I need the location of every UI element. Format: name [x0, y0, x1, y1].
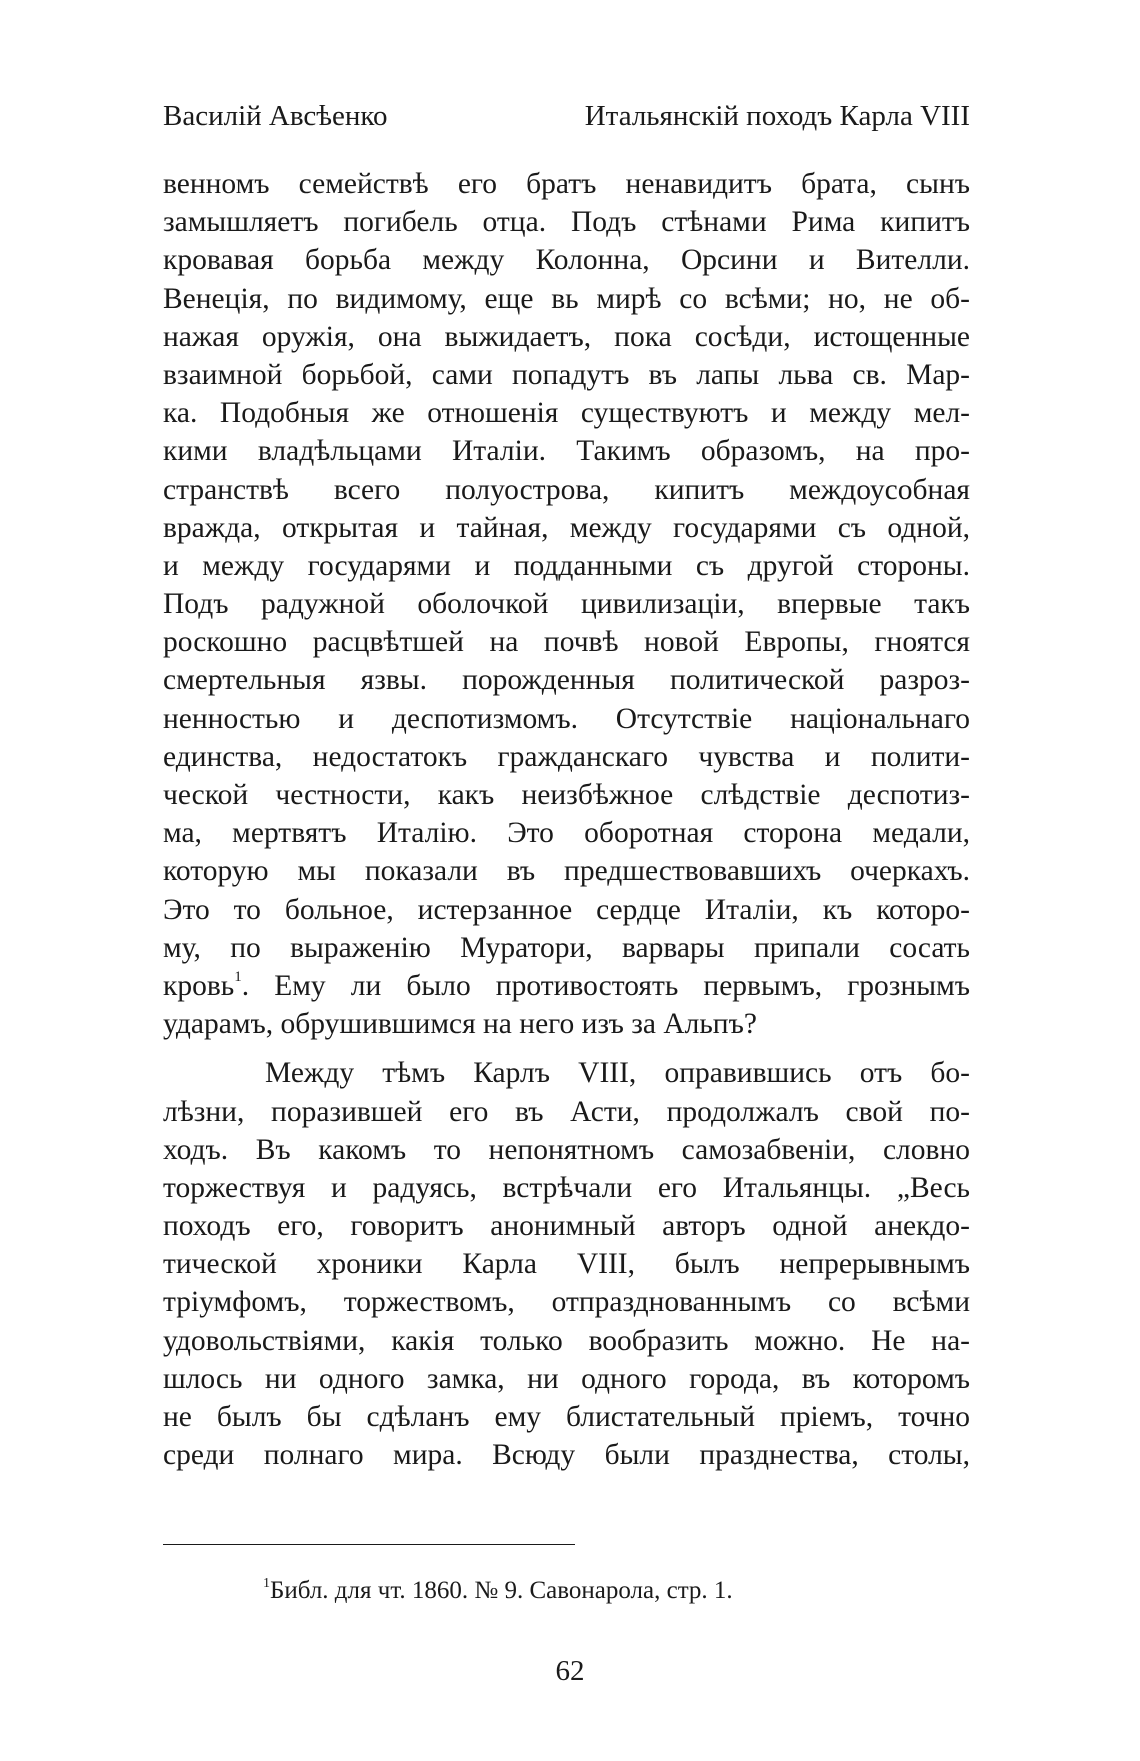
text-fragment: . Ему ли было противостоять первымъ, грознымъ	[241, 969, 970, 1002]
paragraph-gap	[163, 1043, 970, 1054]
text-line: роскошно расцвѣтшей на почвѣ новой Европы, гноятся	[163, 626, 970, 659]
footnote-marker: 1	[263, 1576, 270, 1591]
text-line: которую мы показали въ предшествовавшихъ очеркахъ.	[163, 855, 970, 888]
text-line: удовольствiями, какiя только вообразить можно. Не на-	[163, 1324, 970, 1357]
text-line: тической хроники Карла VIII, былъ непрерывнымъ	[163, 1248, 970, 1281]
text-line: венномъ семействѣ его братъ ненавидитъ брата, сынъ	[163, 168, 970, 200]
text-line: лѣзни, поразившей его въ Асти, продолжалъ свой по-	[163, 1095, 970, 1128]
footnote-divider	[163, 1544, 575, 1545]
text-fragment: кровь	[163, 969, 235, 1002]
text-line: единства, недостатокъ гражданскаго чувства и полити-	[163, 740, 970, 773]
main-text	[163, 165, 970, 1474]
text-line: походъ его, говоритъ анонимный авторъ одной анекдо-	[163, 1210, 970, 1243]
text-line: торжествуя и радуясь, встрѣчали его Итальянцы. „Весь	[163, 1171, 970, 1204]
text-line: трiумфомъ, торжествомъ, отпразднованнымъ со всѣми	[163, 1286, 970, 1319]
text-line: ненностью и деспотизмомъ. Отсутствiе нацiональнаго	[163, 702, 970, 735]
text-line: Между тѣмъ Карлъ VIII, оправившись отъ бо-	[265, 1057, 970, 1090]
text-line: кими владѣльцами Италiи. Такимъ образомъ, на про-	[163, 435, 970, 468]
text-line: шлось ни одного замка, ни одного города, въ которомъ	[163, 1362, 970, 1395]
text-line: кровавая борьба между Колонна, Орсини и Вителли.	[163, 244, 970, 277]
text-line-with-footnote	[163, 967, 970, 1005]
text-line: Венецiя, по видимому, еще вь мирѣ со всѣми; но, не об-	[163, 282, 970, 315]
text-line: и между государями и подданными съ другой стороны.	[163, 549, 970, 582]
paragraph-1	[163, 165, 970, 1043]
text-line: ходъ. Въ какомъ то непонятномъ самозабвенiи, словно	[163, 1133, 970, 1166]
footnote-text: Библ. для чт. 1860. № 9. Савонарола, стр. 1.	[270, 1577, 733, 1604]
running-head	[163, 98, 970, 134]
text-line: замышляетъ погибель отца. Подъ стѣнами Рима кипитъ	[163, 206, 970, 239]
text-line: ка. Подобныя же отношенiя существуютъ и между мел-	[163, 397, 970, 430]
running-head-author: Василiй Авсѣенко	[163, 100, 388, 132]
text-line: Подъ радужной оболочкой цивилизацiи, впервые такъ	[163, 588, 970, 621]
text-line: вражда, открытая и тайная, между государями съ одной,	[163, 511, 970, 544]
text-line: нажая оружiя, она выжидаетъ, пока сосѣди, истощенные	[163, 320, 970, 353]
running-head-title: Итальянскiй походъ Карла VIII	[584, 100, 970, 132]
text-line: взаимной борьбой, сами попадутъ въ лапы льва св. Мар-	[163, 358, 970, 391]
text-line: среди полнаго мира. Всюду были празднества, столы,	[163, 1439, 970, 1472]
footnote-reference[interactable]: 1	[234, 968, 242, 985]
page-number: 62	[555, 1655, 585, 1687]
text-line: смертельныя язвы. порожденныя политической разроз-	[163, 664, 970, 697]
text-line: Это то больное, истерзанное сердце Италiи, къ которо-	[163, 893, 970, 926]
paragraph-2	[163, 1054, 970, 1474]
text-line: не былъ бы сдѣланъ ему блистательный прiемъ, точно	[163, 1401, 970, 1433]
text-line: ударамъ, обрушившимся на него изъ за Альпъ?	[163, 1008, 757, 1041]
text-line: странствѣ всего полуострова, кипитъ междоусобная	[163, 473, 970, 506]
text-line: ма, мертвятъ Италiю. Это оборотная сторона медали,	[163, 817, 970, 850]
text-line: му, по выраженiю Муратори, варвары припали сосать	[163, 931, 970, 964]
text-line: ческой честности, какъ неизбѣжное слѣдствiе деспотиз-	[163, 779, 970, 811]
footnote	[263, 1575, 733, 1607]
